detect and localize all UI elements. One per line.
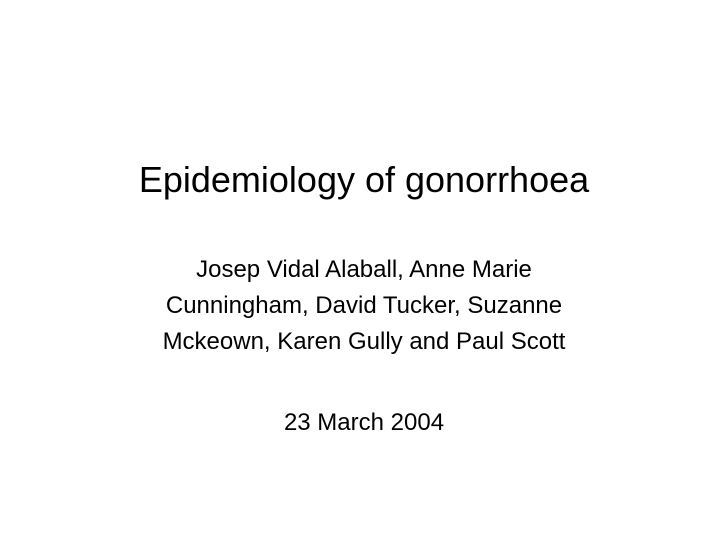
author-line: Cunningham, David Tucker, Suzanne [165,292,563,319]
author-line: Mckeown, Karen Gully and Paul Scott [162,328,566,355]
presentation-date: 23 March 2004 [283,409,445,436]
author-list [0,252,728,360]
author-line: Josep Vidal Alaball, Anne Marie [196,256,532,283]
slide-title: Epidemiology of gonorrhoea [138,159,590,200]
